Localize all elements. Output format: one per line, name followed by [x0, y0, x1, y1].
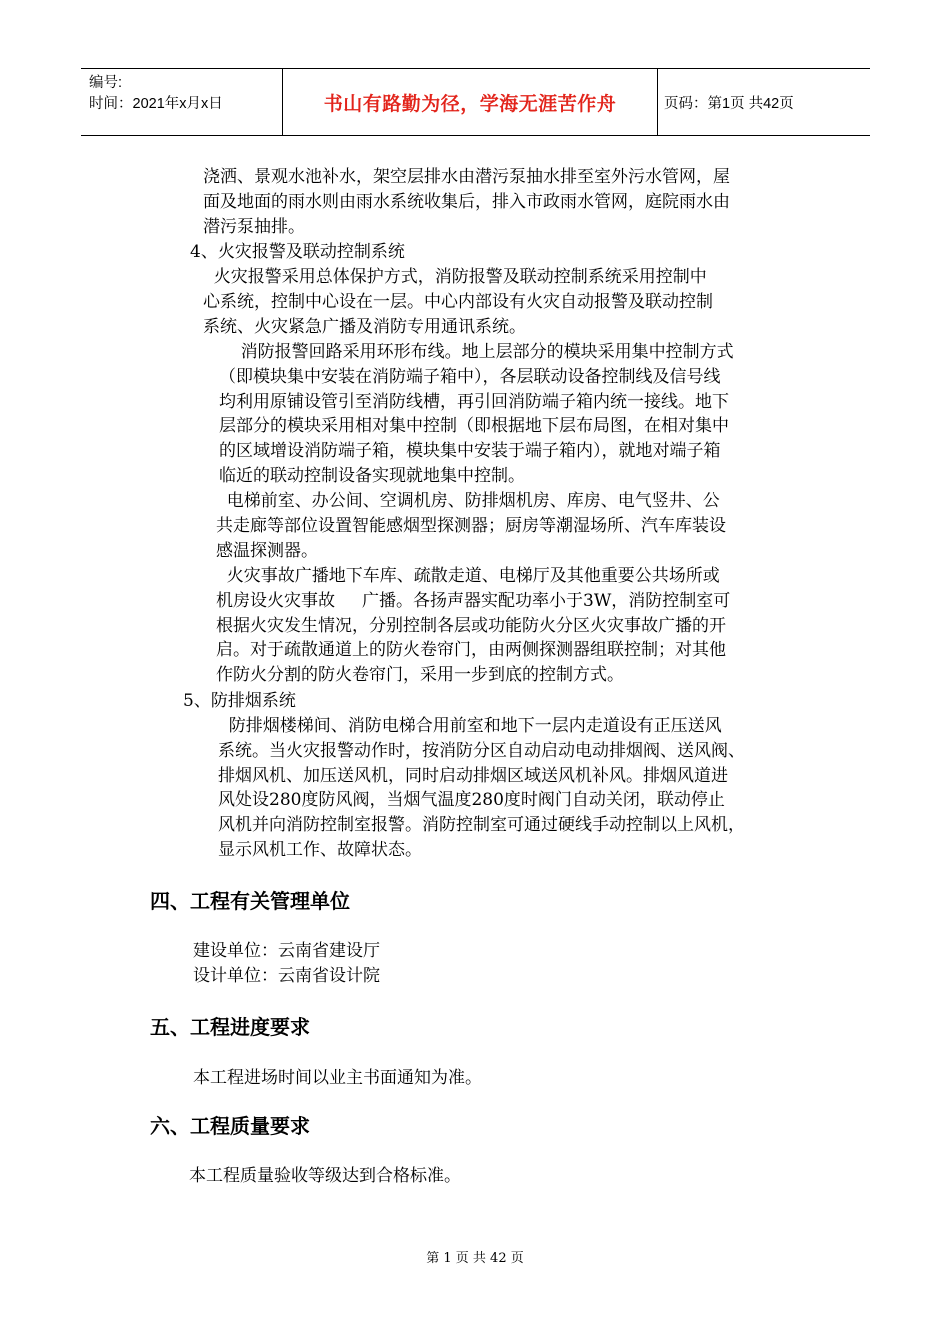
text-line: 电梯前室、办公间、空调机房、防排烟机房、库房、电气竖井、公 — [216, 491, 720, 511]
text-line: 机房设火灾事故 广播。各扬声器实配功率小于3W，消防控制室可 — [216, 590, 731, 611]
section-4-paragraph-4 — [216, 564, 730, 688]
text-line: 火灾事故广播地下车库、疏散走道、电梯厅及其他重要公共场所或 — [216, 566, 720, 586]
header-meta-cell — [81, 69, 282, 135]
section-4-paragraph-1 — [203, 265, 713, 339]
text-line: 显示风机工作、故障状态。 — [218, 839, 422, 860]
page-footer: 第 1 页 共 42 页 — [426, 1251, 524, 1266]
text-line: 共走廊等部位设置智能感烟型探测器；厨房等潮湿场所、汽车库装设 — [216, 515, 726, 536]
section-4-paragraph-2 — [219, 340, 734, 489]
text-line: 防排烟楼梯间、消防电梯合用前室和地下一层内走道设有正压送风 — [218, 716, 722, 736]
text-line: 临近的联动控制设备实现就地集中控制。 — [219, 465, 525, 486]
chapter-6-text: 本工程质量验收等级达到合格标准。 — [189, 1166, 461, 1186]
text-line: 排烟风机、加压送风机，同时启动排烟区域送风机补风。排烟风道进 — [218, 765, 728, 786]
chapter-6-heading: 六、工程质量要求 — [150, 1114, 310, 1138]
design-unit: 设计单位：云南省设计院 — [193, 965, 380, 986]
section-5-title: 5、防排烟系统 — [183, 691, 296, 711]
text-line: 均利用原铺设管引至消防线槽，再引回消防端子箱内统一接线。地下 — [219, 391, 729, 412]
text-line: 火灾报警采用总体保护方式，消防报警及联动控制系统采用控制中 — [203, 267, 707, 287]
text-line: 心系统，控制中心设在一层。中心内部设有火灾自动报警及联动控制 — [203, 291, 713, 312]
intro-paragraph — [203, 165, 730, 239]
text-line: 根据火灾发生情况，分别控制各层或功能防火分区火灾事故广播的开 — [216, 615, 726, 636]
construction-unit: 建设单位：云南省建设厅 — [193, 941, 380, 961]
chapter-5-heading: 五、工程进度要求 — [150, 1015, 310, 1039]
text-line: 风处设280度防风阀，当烟气温度280度时阀门自动关闭，联动停止 — [218, 790, 725, 811]
text-line: 启。对于疏散通道上的防火卷帘门，由两侧探测器组联控制；对其他 — [216, 640, 726, 661]
chapter-4-heading: 四、工程有关管理单位 — [150, 889, 350, 913]
text-line: 感温探测器。 — [216, 540, 318, 561]
date-label: 时间：2021年x月x日 — [89, 96, 223, 112]
text-line: 系统、火灾紧急广播及消防专用通讯系统。 — [203, 316, 526, 337]
header-page-info: 页码：第1页 共42页 — [664, 95, 794, 112]
chapter-5-text: 本工程进场时间以业主书面通知为准。 — [193, 1068, 482, 1088]
header-motto: 书山有路勤为径，学海无涯苦作舟 — [282, 69, 658, 135]
text-line: 的区域增设消防端子箱，模块集中安装于端子箱内），就地对端子箱 — [219, 441, 721, 462]
text-line: 消防报警回路采用环形布线。地上层部分的模块采用集中控制方式 — [219, 342, 734, 362]
text-line: 面及地面的雨水则由雨水系统收集后，排入市政雨水管网，庭院雨水由 — [203, 191, 730, 212]
section-4-paragraph-3 — [216, 489, 726, 563]
text-line: 潜污泵抽排。 — [203, 216, 305, 237]
text-line: 层部分的模块采用相对集中控制（即根据地下层布局图，在相对集中 — [219, 416, 729, 437]
serial-label: 编号: — [89, 75, 123, 91]
text-line: 浇洒、景观水池补水，架空层排水由潜污泵抽水排至室外污水管网，屋 — [203, 167, 730, 187]
text-line: 系统。当火灾报警动作时，按消防分区自动启动电动排烟阀、送风阀、 — [218, 740, 745, 761]
page-header — [81, 68, 870, 136]
management-units — [193, 939, 380, 989]
text-line: 风机并向消防控制室报警。消防控制室可通过硬线手动控制以上风机， — [218, 815, 745, 836]
text-line: 作防火分割的防火卷帘门，采用一步到底的控制方式。 — [216, 665, 624, 686]
text-line: （即模块集中安装在消防端子箱中），各层联动设备控制线及信号线 — [219, 366, 721, 387]
section-4-title: 4、火灾报警及联动控制系统 — [190, 242, 405, 262]
section-5-paragraph-1 — [218, 714, 745, 863]
